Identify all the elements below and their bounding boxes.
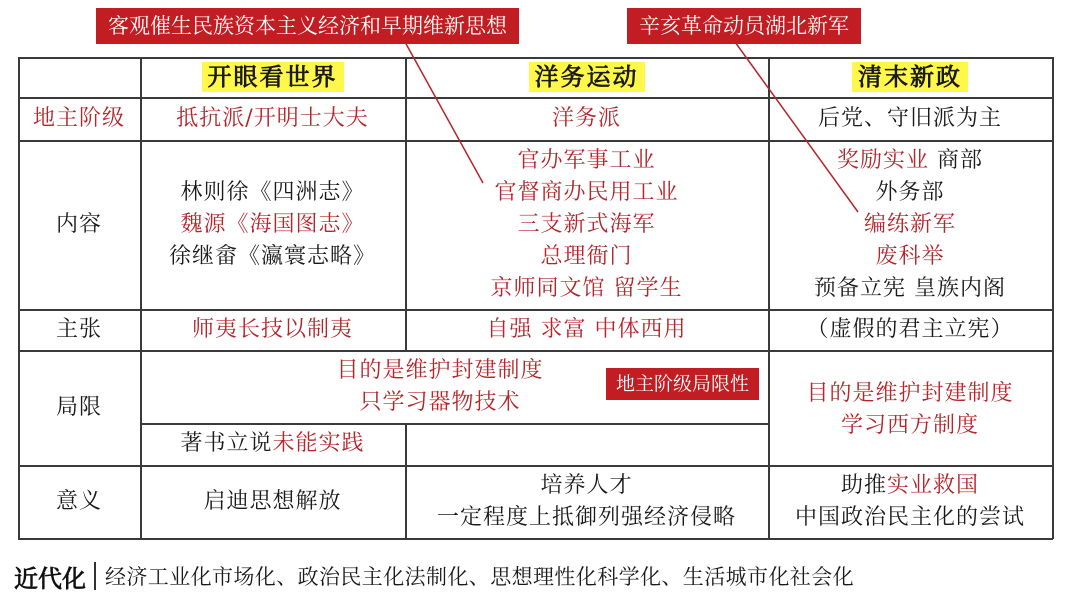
table-cell: （虚假的君主立宪）	[806, 316, 1014, 342]
limit-item-red: 未能实践	[272, 431, 365, 456]
annotation-tag-left: 客观催生民族资本主义经济和早期维新思想	[96, 8, 519, 44]
footer	[14, 556, 854, 596]
content-item: 外务部	[875, 179, 945, 205]
header-label: 清末新政	[852, 62, 968, 92]
table-cell: 师夷长技以制夷	[191, 316, 353, 342]
table-cell: 洋务派	[551, 105, 621, 131]
content-item: 林则徐《四洲志》	[180, 179, 365, 205]
table-cell: 抵抗派/开明士大夫	[176, 105, 369, 131]
footer-divider	[94, 562, 96, 590]
content-item: 编练新军	[863, 211, 956, 237]
table-cell: 后党、守旧派为主	[817, 105, 1002, 131]
content-item: 京师同文馆 留学生	[490, 275, 683, 301]
footer-title: 近代化	[14, 564, 86, 593]
content-item: 徐继畲《瀛寰志略》	[168, 243, 376, 269]
table-cell: 启迪思想解放	[203, 488, 342, 514]
row-label: 主张	[55, 316, 102, 342]
annotation-tag-middle: 地主阶级局限性	[606, 368, 759, 400]
meaning-item-black: 助推	[840, 472, 887, 498]
header-label: 洋务运动	[529, 62, 645, 92]
content-item: 总理衙门	[540, 243, 633, 269]
meaning-item-red: 实业救国	[887, 472, 980, 498]
table-cell: 自强 求富 中体西用	[486, 316, 687, 342]
header-label: 开眼看世界	[202, 62, 344, 92]
annotation-tag-right: 辛亥革命动员湖北新军	[627, 8, 861, 44]
content-item: 官办军事工业	[517, 147, 656, 173]
meaning-item: 中国政治民主化的尝试	[794, 504, 1025, 530]
connector-line-right	[735, 42, 858, 212]
row-label: 局限	[55, 394, 102, 420]
content-item: 预备立宪 皇族内阁	[814, 275, 1006, 301]
row-label: 意义	[55, 488, 102, 514]
content-item-black: 商部	[929, 147, 983, 173]
meaning-item: 一定程度上抵御列强经济侵略	[436, 504, 736, 530]
limit-item: 只学习器物技术	[359, 389, 521, 415]
limit-item-black: 著书立说	[180, 431, 273, 456]
limit-item: 目的是维护封建制度	[336, 357, 544, 383]
connector-line-left	[405, 42, 483, 183]
footer-text: 经济工业化市场化、政治民主化法制化、思想理性化科学化、生活城市化社会化	[105, 565, 854, 589]
row-label: 地主阶级	[32, 105, 125, 131]
limit-item: 目的是维护封建制度	[806, 380, 1014, 406]
content-item: 三支新式海军	[517, 211, 656, 237]
content-item-red: 奖励实业	[836, 147, 929, 173]
content-item: 魏源《海国图志》	[180, 211, 365, 237]
meaning-item: 培养人才	[540, 472, 633, 498]
content-item: 废科举	[875, 243, 945, 269]
row-label: 内容	[55, 211, 102, 237]
content-item: 官督商办民用工业	[494, 179, 679, 205]
limit-item: 学习西方制度	[840, 412, 979, 438]
